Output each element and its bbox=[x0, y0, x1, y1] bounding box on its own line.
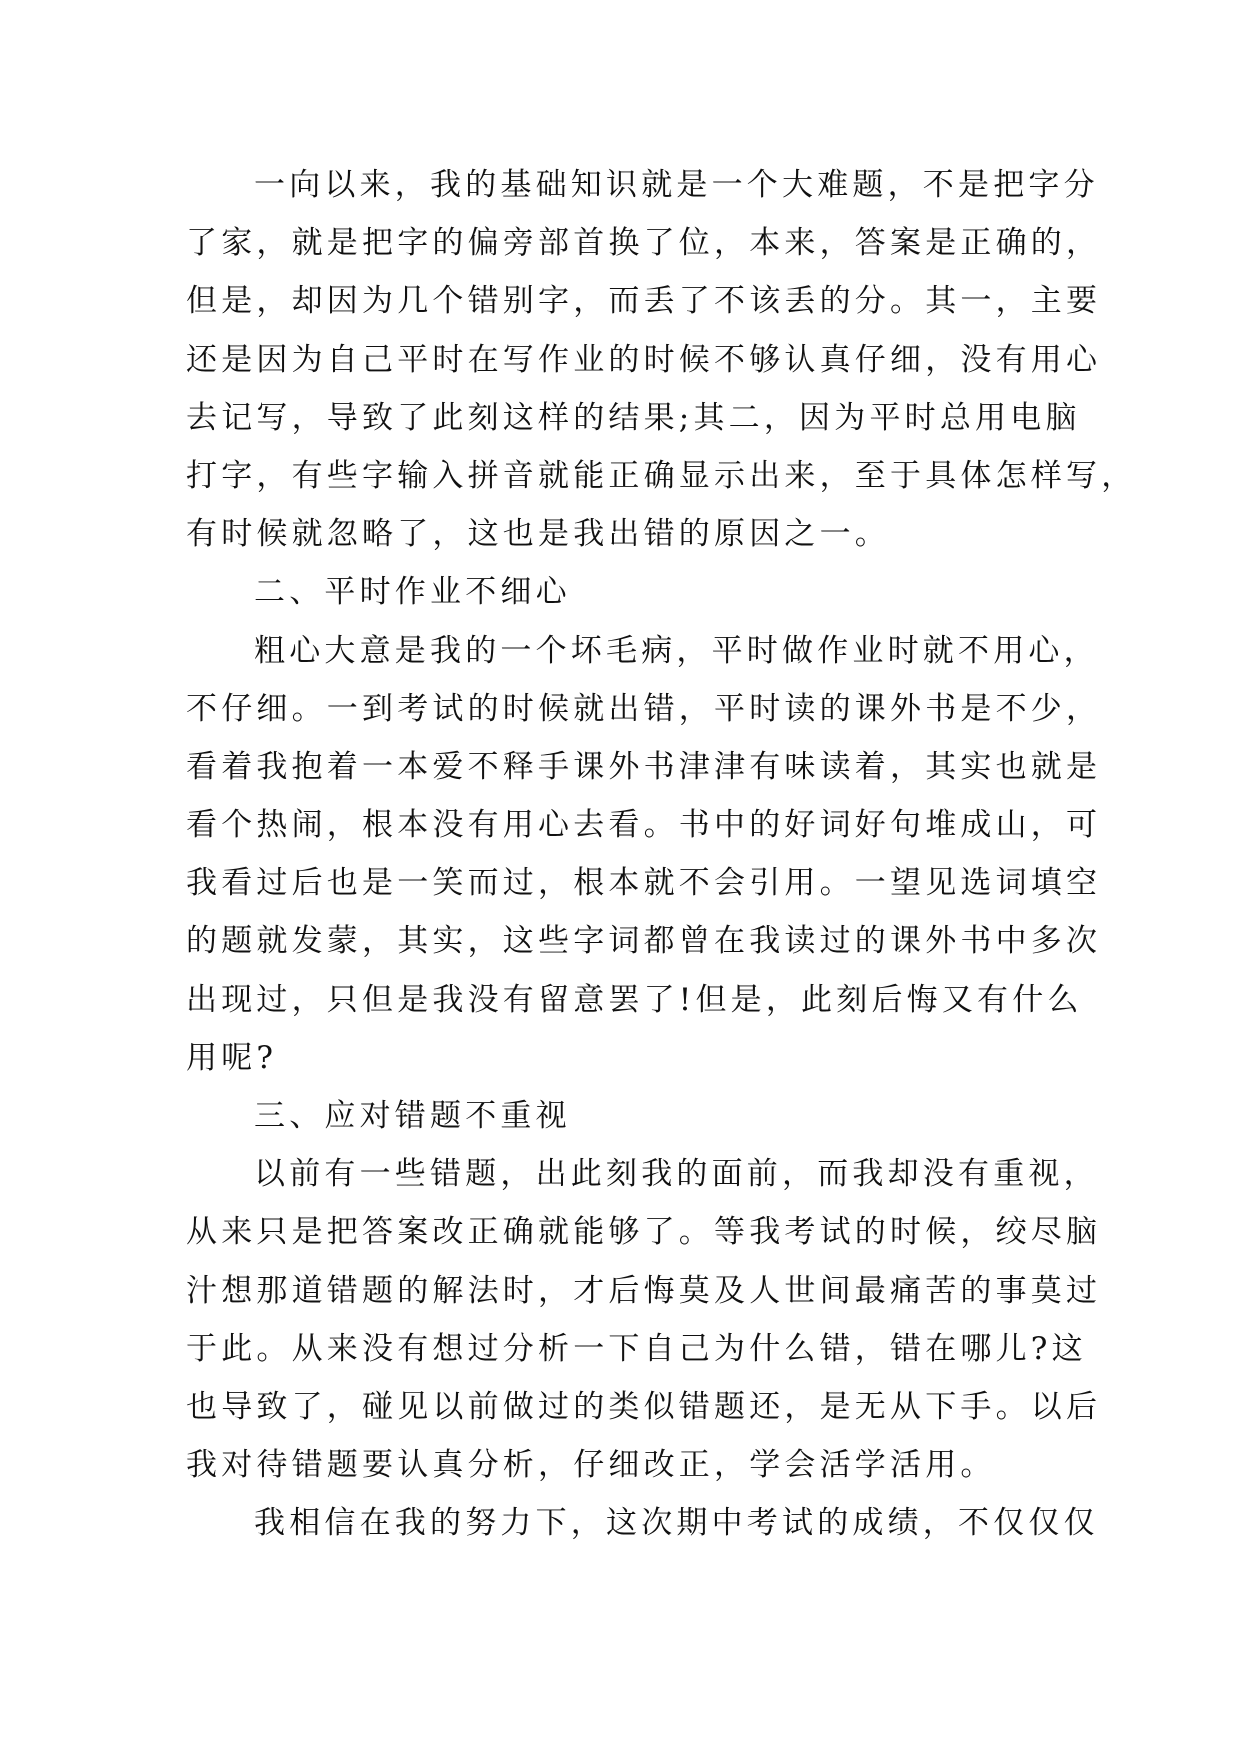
paragraph-2-line-3: 看着我抱着一本爱不释手课外书津津有味读着，其实也就是 bbox=[186, 748, 1102, 785]
paragraph-1-line-7: 有时候就忽略了，这也是我出错的原因之一。 bbox=[186, 516, 890, 553]
paragraph-1-line-5: 去记写，导致了此刻这样的结果;其二，因为平时总用电脑 bbox=[186, 399, 1081, 436]
document-body bbox=[186, 156, 1137, 1553]
paragraph-3-line-5: 也导致了，碰见以前做过的类似错题还，是无从下手。以后 bbox=[186, 1388, 1102, 1425]
paragraph-1-line-2: 了家，就是把字的偏旁部首换了位，本来，答案是正确的， bbox=[186, 225, 1102, 262]
paragraph-2-line-2: 不仔细。一到考试的时候就出错，平时读的课外书是不少， bbox=[186, 690, 1102, 727]
paragraph-2-line-1: 粗心大意是我的一个坏毛病，平时做作业时就不用心， bbox=[254, 632, 1099, 669]
paragraph-1-line-3: 但是，却因为几个错别字，而丢了不该丢的分。其一，主要 bbox=[186, 283, 1102, 320]
paragraph-1-line-1: 一向以来，我的基础知识就是一个大难题，不是把字分 bbox=[254, 167, 1099, 203]
paragraph-2-line-8: 用呢? bbox=[186, 1039, 278, 1076]
paragraph-4-line-1: 我相信在我的努力下，这次期中考试的成绩，不仅仅仅 bbox=[254, 1505, 1099, 1542]
paragraph-3-line-2: 从来只是把答案改正确就能够了。等我考试的时候，绞尽脑 bbox=[186, 1214, 1102, 1251]
section-heading-2: 二、平时作业不细心 bbox=[254, 574, 571, 611]
paragraph-3-line-1: 以前有一些错题，出此刻我的面前，而我却没有重视， bbox=[254, 1156, 1099, 1193]
paragraph-2-line-5: 我看过后也是一笑而过，根本就不会引用。一望见选词填空 bbox=[186, 865, 1102, 902]
section-heading-3: 三、应对错题不重视 bbox=[254, 1098, 571, 1134]
paragraph-2-line-7: 出现过，只但是我没有留意罢了!但是，此刻后悔又有什么 bbox=[186, 981, 1083, 1018]
paragraph-1-line-6: 打字，有些字输入拼音就能正确显示出来，至于具体怎样写， bbox=[186, 457, 1137, 494]
paragraph-2-line-4: 看个热闹，根本没有用心去看。书中的好词好句堆成山，可 bbox=[186, 807, 1102, 844]
paragraph-3-line-3: 汁想那道错题的解法时，才后悔莫及人世间最痛苦的事莫过 bbox=[186, 1272, 1102, 1309]
paragraph-2-line-6: 的题就发蒙，其实，这些字词都曾在我读过的课外书中多次 bbox=[186, 923, 1102, 960]
paragraph-1-line-4: 还是因为自己平时在写作业的时候不够认真仔细，没有用心 bbox=[186, 341, 1102, 378]
paragraph-3-line-6: 我对待错题要认真分析，仔细改正，学会活学活用。 bbox=[186, 1447, 996, 1484]
paragraph-3-line-4: 于此。从来没有想过分析一下自己为什么错，错在哪儿?这 bbox=[186, 1330, 1087, 1367]
